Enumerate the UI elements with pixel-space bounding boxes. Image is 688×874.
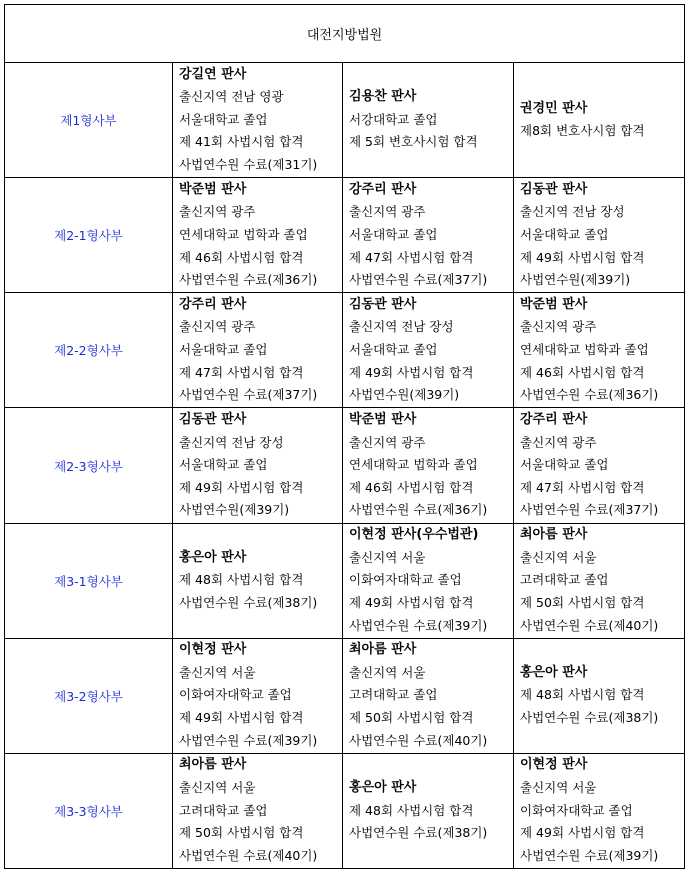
- judge-detail: 사법연수원(제39기): [349, 387, 460, 403]
- judge-detail: 사법연수원 수료(제37기): [349, 272, 488, 288]
- judge-cell: [173, 408, 343, 523]
- judge-cell: [343, 178, 514, 293]
- division-row: [5, 408, 685, 523]
- court-division-table: [4, 4, 685, 869]
- judge-name: 홍은아 판사: [520, 664, 588, 680]
- judge-detail: 이화여자대학교 졸업: [520, 802, 633, 818]
- judge-detail: 서울대학교 졸업: [349, 226, 438, 242]
- judge-cell: [514, 638, 685, 753]
- judge-detail: 사법연수원 수료(제39기): [179, 732, 318, 748]
- judge-detail: 출신지역 광주: [349, 434, 426, 450]
- judge-cell: [343, 408, 514, 523]
- judge-cell: [343, 753, 514, 868]
- judge-detail: 서강대학교 졸업: [349, 111, 438, 127]
- judge-cell: [173, 753, 343, 868]
- division-name: 제3-2형사부: [5, 638, 173, 753]
- judge-name: 이현정 판사: [179, 642, 247, 658]
- judge-detail: 출신지역 서울: [520, 549, 597, 565]
- title-row: [5, 5, 685, 63]
- judge-name: 박준범 판사: [349, 412, 417, 428]
- judge-detail: 출신지역 광주: [179, 319, 256, 335]
- judge-cell: [514, 293, 685, 408]
- judge-name: 김동관 판사: [349, 296, 417, 312]
- judge-detail: 제 50회 사법시험 합격: [349, 710, 474, 726]
- judge-detail: 이화여자대학교 졸업: [349, 572, 462, 588]
- judge-detail: 사법연수원(제39기): [179, 502, 290, 518]
- judge-detail: 연세대학교 법학과 졸업: [520, 342, 649, 358]
- judge-detail: 제 50회 사법시험 합격: [179, 825, 304, 841]
- division-row: [5, 753, 685, 868]
- judge-detail: 출신지역 광주: [179, 204, 256, 220]
- court-title: 대전지방법원: [5, 5, 685, 63]
- division-name: 제2-2형사부: [5, 293, 173, 408]
- judge-detail: 사법연수원(제39기): [520, 272, 631, 288]
- judge-name: 홍은아 판사: [179, 549, 247, 565]
- judge-detail: 제 49회 사법시험 합격: [179, 479, 304, 495]
- judge-name: 김용찬 판사: [349, 89, 417, 105]
- judge-detail: 서울대학교 졸업: [520, 457, 609, 473]
- judge-detail: 제 48회 사법시험 합격: [179, 572, 304, 588]
- judge-detail: 사법연수원 수료(제31기): [179, 157, 318, 173]
- judge-detail: 제 49회 사법시험 합격: [520, 249, 645, 265]
- judge-detail: 출신지역 전남 장성: [349, 319, 454, 335]
- judge-detail: 고려대학교 졸업: [349, 687, 438, 703]
- judge-detail: 제 46회 사법시험 합격: [179, 249, 304, 265]
- division-name: 제2-1형사부: [5, 178, 173, 293]
- judge-detail: 사법연수원 수료(제40기): [349, 732, 488, 748]
- judge-name: 박준범 판사: [179, 181, 247, 197]
- judge-detail: 출신지역 서울: [179, 664, 256, 680]
- judge-name: 박준범 판사: [520, 296, 588, 312]
- judge-detail: 사법연수원 수료(제37기): [520, 502, 659, 518]
- judge-cell: [173, 293, 343, 408]
- judge-detail: 사법연수원 수료(제40기): [520, 617, 659, 633]
- judge-cell: [514, 523, 685, 638]
- judge-name: 이현정 판사(우수법관): [349, 527, 479, 543]
- judge-name: 강길연 판사: [179, 66, 247, 82]
- judge-cell: [173, 63, 343, 178]
- judge-cell: [343, 293, 514, 408]
- judge-detail: 제 47회 사법시험 합격: [349, 249, 474, 265]
- judge-detail: 출신지역 전남 영광: [179, 89, 284, 105]
- judge-detail: 출신지역 전남 장성: [520, 204, 625, 220]
- judge-cell: [173, 638, 343, 753]
- judge-detail: 사법연수원 수료(제36기): [349, 502, 488, 518]
- judge-name: 김동관 판사: [179, 412, 247, 428]
- judge-detail: 제 46회 사법시험 합격: [349, 479, 474, 495]
- judge-name: 최아름 판사: [179, 757, 247, 773]
- judge-cell: [343, 63, 514, 178]
- judge-detail: 제 47회 사법시험 합격: [520, 479, 645, 495]
- judge-detail: 서울대학교 졸업: [349, 342, 438, 358]
- judge-detail: 제 49회 사법시험 합격: [349, 594, 474, 610]
- judge-detail: 사법연수원 수료(제36기): [520, 387, 659, 403]
- judge-detail: 제 48회 사법시험 합격: [349, 802, 474, 818]
- division-row: [5, 523, 685, 638]
- judge-cell: [514, 753, 685, 868]
- judge-detail: 제 5회 변호사시험 합격: [349, 134, 478, 150]
- table-body: [5, 5, 685, 869]
- judge-cell: [514, 178, 685, 293]
- judge-detail: 고려대학교 졸업: [520, 572, 609, 588]
- judge-detail: 출신지역 광주: [520, 434, 597, 450]
- judge-detail: 서울대학교 졸업: [179, 111, 268, 127]
- judge-detail: 제 47회 사법시험 합격: [179, 364, 304, 380]
- judge-detail: 출신지역 서울: [179, 780, 256, 796]
- division-row: [5, 178, 685, 293]
- judge-detail: 서울대학교 졸업: [520, 226, 609, 242]
- judge-detail: 출신지역 광주: [520, 319, 597, 335]
- judge-detail: 사법연수원 수료(제36기): [179, 272, 318, 288]
- judge-detail: 제 50회 사법시험 합격: [520, 594, 645, 610]
- judge-name: 권경민 판사: [520, 100, 588, 116]
- judge-name: 최아름 판사: [520, 527, 588, 543]
- judge-detail: 사법연수원 수료(제40기): [179, 847, 318, 863]
- judge-detail: 출신지역 서울: [520, 780, 597, 796]
- division-row: [5, 63, 685, 178]
- judge-detail: 이화여자대학교 졸업: [179, 687, 292, 703]
- judge-detail: 서울대학교 졸업: [179, 457, 268, 473]
- judge-cell: [343, 638, 514, 753]
- judge-detail: 출신지역 서울: [349, 664, 426, 680]
- judge-detail: 출신지역 광주: [349, 204, 426, 220]
- judge-name: 강주리 판사: [520, 412, 588, 428]
- judge-cell: [514, 408, 685, 523]
- judge-detail: 제 49회 사법시험 합격: [179, 710, 304, 726]
- division-row: [5, 638, 685, 753]
- judge-name: 최아름 판사: [349, 642, 417, 658]
- judge-detail: 사법연수원 수료(제39기): [520, 847, 659, 863]
- judge-cell: [173, 523, 343, 638]
- judge-name: 이현정 판사: [520, 757, 588, 773]
- judge-detail: 사법연수원 수료(제39기): [349, 617, 488, 633]
- judge-detail: 연세대학교 법학과 졸업: [349, 457, 478, 473]
- judge-cell: [343, 523, 514, 638]
- judge-detail: 사법연수원 수료(제37기): [179, 387, 318, 403]
- judge-detail: 제 49회 사법시험 합격: [349, 364, 474, 380]
- judge-detail: 제 41회 사법시험 합격: [179, 134, 304, 150]
- division-name: 제3-1형사부: [5, 523, 173, 638]
- judge-detail: 고려대학교 졸업: [179, 802, 268, 818]
- judge-cell: [173, 178, 343, 293]
- judge-detail: 제 46회 사법시험 합격: [520, 364, 645, 380]
- judge-detail: 제8회 변호사시험 합격: [520, 123, 645, 139]
- judge-detail: 출신지역 전남 장성: [179, 434, 284, 450]
- judge-detail: 연세대학교 법학과 졸업: [179, 226, 308, 242]
- judge-name: 김동관 판사: [520, 181, 588, 197]
- judge-detail: 서울대학교 졸업: [179, 342, 268, 358]
- judge-name: 강주리 판사: [349, 181, 417, 197]
- judge-detail: 제 49회 사법시험 합격: [520, 825, 645, 841]
- division-row: [5, 293, 685, 408]
- division-name: 제2-3형사부: [5, 408, 173, 523]
- judge-name: 강주리 판사: [179, 296, 247, 312]
- judge-detail: 제 48회 사법시험 합격: [520, 687, 645, 703]
- division-name: 제3-3형사부: [5, 753, 173, 868]
- judge-detail: 출신지역 서울: [349, 549, 426, 565]
- judge-name: 홍은아 판사: [349, 780, 417, 796]
- judge-detail: 사법연수원 수료(제38기): [520, 710, 659, 726]
- judge-detail: 사법연수원 수료(제38기): [349, 825, 488, 841]
- division-name: 제1형사부: [5, 63, 173, 178]
- judge-cell: [514, 63, 685, 178]
- judge-detail: 사법연수원 수료(제38기): [179, 594, 318, 610]
